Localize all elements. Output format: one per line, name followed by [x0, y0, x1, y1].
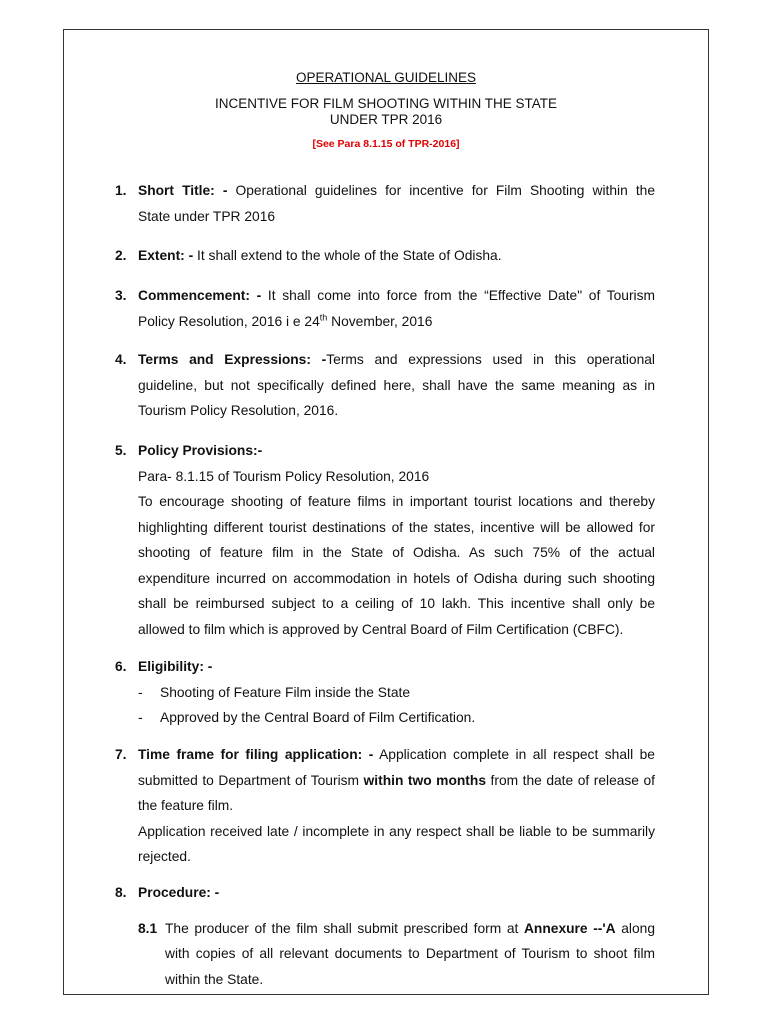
- section-number: 1.: [115, 183, 127, 198]
- section-short-title: [115, 178, 655, 229]
- section-policy-provisions: [115, 438, 655, 642]
- superscript: th: [319, 311, 328, 322]
- section-text: It shall extend to the whole of the State of Odisha.: [197, 248, 502, 263]
- para-reference: Para- 8.1.15 of Tourism Policy Resolution, 2016: [138, 468, 430, 484]
- subsection-number: 8.1: [138, 920, 158, 936]
- section-label: Policy Provisions:-: [138, 443, 263, 458]
- list-item: [138, 705, 655, 731]
- section-eligibility: [115, 654, 655, 731]
- section-text: Operational guidelines for incentive for Film Shooting within the: [235, 183, 655, 198]
- section-text: Terms and expressions used in this operational guideline, but not specifically defined here, shall have the same meaning as in Tourism Policy Resolution, 2016.: [138, 352, 655, 418]
- subsection-8-1: [138, 916, 655, 993]
- section-text: Policy Resolution, 2016 i e 24: [138, 313, 320, 329]
- document-reference: [See Para 8.1.15 of TPR-2016]: [312, 138, 460, 150]
- annexure-reference: Annexure --'A: [523, 920, 616, 936]
- list-item-text: Approved by the Central Board of Film Certification.: [160, 710, 476, 725]
- section-paragraph: [138, 742, 655, 819]
- document-subtitle-line1: INCENTIVE FOR FILM SHOOTING WITHIN THE STATE: [214, 96, 557, 111]
- section-text: along with copies of all relevant documents to Department of Tourism to shoot film within the State.: [165, 920, 656, 987]
- section-line: [138, 178, 655, 204]
- section-text: To encourage shooting of feature films in important tourist locations and thereby highlighting different tourist destinations of the states, incentive will be allowed for shooting of feature film in the State of Odisha. As such 75% of the actual expenditure incurred on accommodation in hotels of Odisha during such shooting shall be reimbursed subject to a ceiling of 10 lakh. This incentive shall only be allowed to film which is approved by Central Board of Film Certification (CBFC).: [138, 494, 655, 637]
- section-text-bold: within two months: [363, 772, 487, 788]
- section-line: [138, 283, 655, 309]
- dash-bullet: -: [138, 710, 143, 725]
- section-text: The producer of the film shall submit prescribed form at: [165, 920, 524, 936]
- section-number: 2.: [115, 248, 127, 263]
- section-number: 3.: [115, 288, 127, 303]
- section-time-frame: [115, 742, 655, 870]
- section-number: 6.: [115, 659, 127, 674]
- section-text: from the date of release of the feature film.: [138, 772, 656, 813]
- document-subtitle-line2: UNDER TPR 2016: [329, 112, 443, 127]
- list-item: [138, 680, 655, 706]
- section-number: 4.: [115, 352, 127, 367]
- section-label: Commencement: -: [138, 288, 262, 303]
- section-text: It shall come into force from the “Effective Date" of Tourism: [267, 288, 656, 303]
- section-label: Short Title: -: [138, 183, 228, 198]
- section-number: 5.: [115, 443, 127, 458]
- dash-bullet: -: [138, 684, 143, 700]
- section-label: Procedure: -: [138, 885, 220, 900]
- section-paragraph: Application received late / incomplete in any respect shall be liable to be summarily rejected.: [138, 823, 655, 864]
- section-procedure: [115, 880, 655, 992]
- section-line: [138, 309, 655, 335]
- section-label: Eligibility: -: [138, 659, 213, 674]
- section-label: Time frame for filing application: -: [138, 747, 374, 762]
- section-label: Terms and Expressions: -: [138, 352, 327, 367]
- section-commencement: [115, 283, 655, 334]
- list-item-text: Shooting of Feature Film inside the State: [160, 684, 411, 700]
- document-title: OPERATIONAL GUIDELINES: [295, 70, 477, 85]
- section-line: State under TPR 2016: [138, 208, 276, 224]
- section-extent: [115, 243, 655, 269]
- section-text: Application complete in all respect shall be submitted to Department of Tourism: [138, 747, 655, 788]
- section-label: Extent: -: [138, 248, 194, 263]
- section-terms: [115, 347, 655, 424]
- section-text: November, 2016: [327, 313, 433, 329]
- section-number: 8.: [115, 885, 127, 900]
- section-number: 7.: [115, 747, 127, 762]
